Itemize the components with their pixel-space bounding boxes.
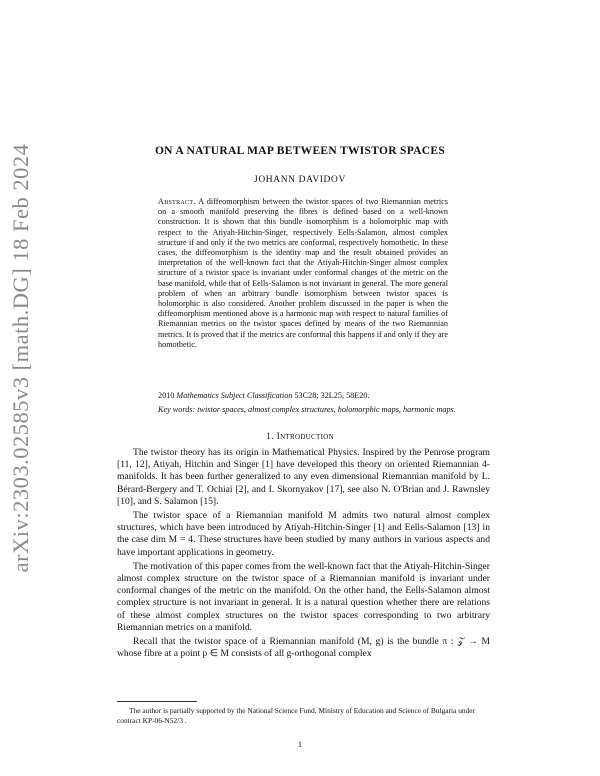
abstract-label: Abstract.	[158, 197, 196, 206]
arxiv-side-stamp	[3, 118, 39, 598]
page-number: 1	[298, 740, 302, 749]
msc-prefix: 2010	[158, 391, 177, 400]
msc-label: Mathematics Subject Classification	[176, 391, 293, 400]
section-title: 1. Introduction	[266, 431, 334, 442]
paper-title: ON A NATURAL MAP BETWEEN TWISTOR SPACES	[154, 145, 446, 157]
author-name: JOHANN DAVIDOV	[254, 175, 346, 185]
paragraph: The twistor space of a Riemannian manifold M admits two natural almost complex structures, which have been introduced by Atiyah-Hitchin-Singer [1] and Eells-Salamon [13] in the case dim M = 4. These structures have been studied by many authors in various aspects and have important applications in geometry.	[117, 510, 490, 558]
abstract-text: A diffeomorphism between the twistor spaces of two Riemannian metrics on a smooth manifold preserving the fibres is defined based on a well-known construction. It is shown that this bundle isomorphism is a holomorphic map with respect to the Atiyah-Hitchin-Singer, respectively Eells-Salamon, almost complex structure if and only if the two metrics are conformal, respectively homothetic. In these cases, the diffeomorphism is the identity map and the result obtained provides an interpretation of the well-known fact that the Atiyah-Hitchin-Singer almost complex structure of a twistor space is invariant under conformal changes of the metric on the base manifold, while that of Eells-Salamon is not invariant in general. The more general problem of when an arbitrary bundle isomorphism between twistor spaces is holomorphic is also considered. Another problem discussed in the paper is when the diffeomorphism mentioned above is a harmonic map with respect to natural families of Riemannian metrics on the twistor spaces defined by means of the two Riemannian metrics. It is proved that if the metrics are conformal this happens if and only if they are homothetic.	[158, 197, 448, 349]
paragraph: Recall that the twistor space of a Riemannian manifold (M, g) is the bundle π : 𝒵 → M whose fibre at a point p ∈ M consists of all g-orthogonal complex	[117, 636, 490, 660]
footnote-rule	[117, 701, 197, 702]
keywords-label: Key words:	[158, 405, 196, 414]
footnote: The author is partially supported by the National Science Fund, Ministry of Education and Science of Bulgaria under contract KP-06-N52/3 .	[117, 706, 476, 726]
introduction-body	[117, 447, 490, 662]
arxiv-identifier: arXiv:2303.02585v3 [math.DG] 18 Feb 2024	[8, 143, 33, 573]
keywords-text: twistor spaces, almost complex structures, holomorphic maps, harmonic maps.	[195, 405, 456, 414]
msc-classification	[158, 391, 458, 401]
msc-codes: 53C28; 32L25, 58E20.	[292, 391, 370, 400]
keywords	[158, 405, 458, 415]
section-heading	[60, 431, 540, 442]
paragraph: The twistor theory has its origin in Mathematical Physics. Inspired by the Penrose program [11, 12], Atiyah, Hitchin and Singer [1] have developed this theory on oriented Riemannian 4-manifolds. It has been further generalized to any even dimensional Riemannian manifold by L. Bérard-Bergery and T. Ochiai [2], and I. Skornyakov [17], see also N. O'Brian and J. Rawnsley [10], and S. Salamon [15].	[117, 447, 490, 507]
abstract	[158, 197, 448, 350]
paragraph: The motivation of this paper comes from the well-known fact that the Atiyah-Hitchin-Singer almost complex structure on the twistor space of a Riemannian manifold is invariant under conformal changes of the metric on the manifold. On the other hand, the Eells-Salamon almost complex structure is not invariant in general. It is a natural question whether there are relations of these almost complex structures on the twistor spaces corresponding to two arbitrary Riemannian metrics on a manifold.	[117, 560, 490, 633]
